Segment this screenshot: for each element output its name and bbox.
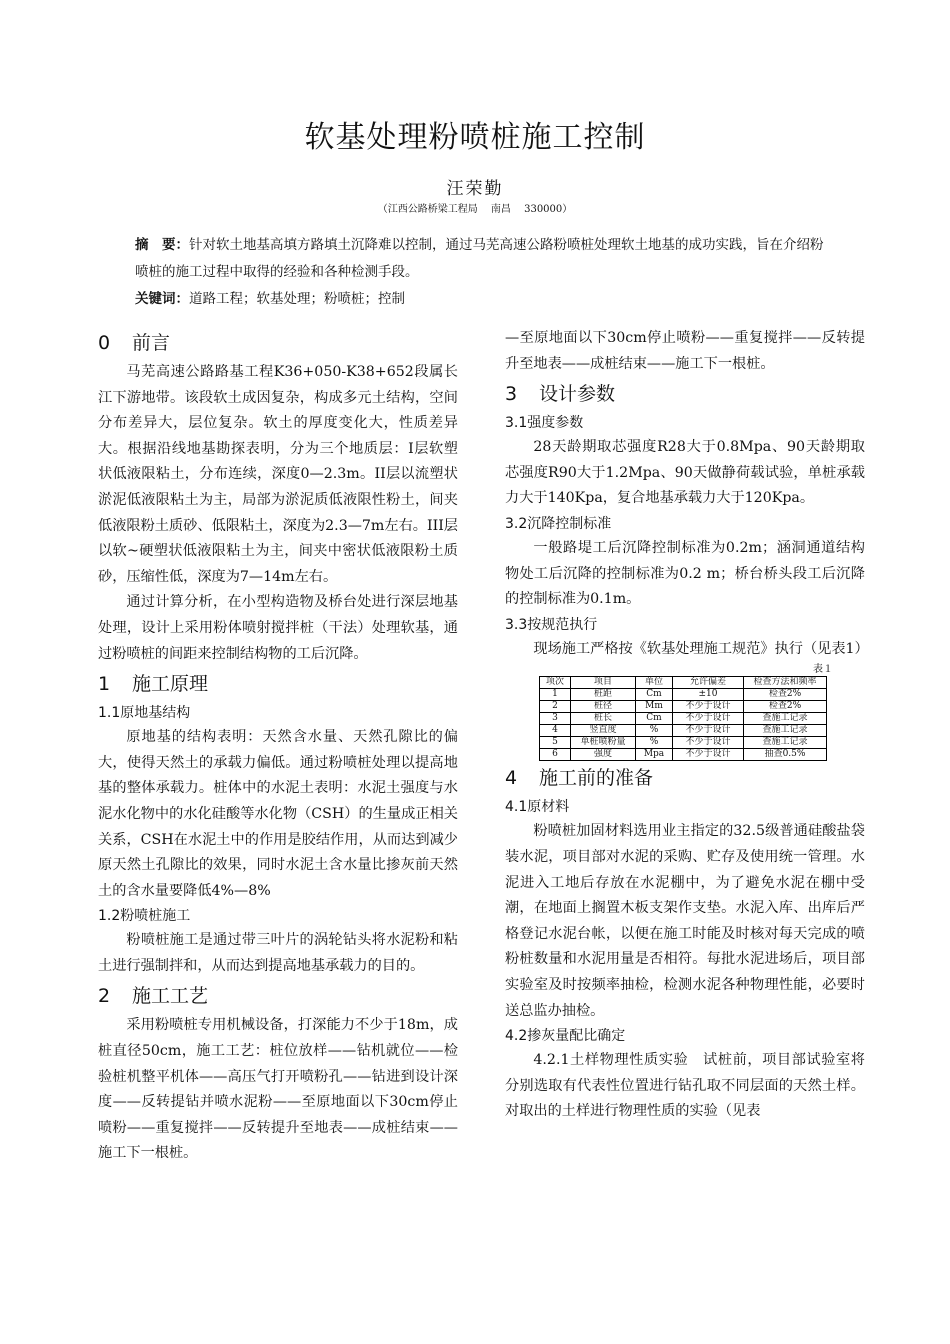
section-2-paragraph: 采用粉喷桩专用机械设备，打深能力不少于18m，成桩直径50cm，施工工艺：桩位放样——钻机就位——检验桩机整平机体——高压气打开喷粉孔——钻进到设计深度——反转提钻并喷水泥粉——至原地面以下30cm停止喷粉——重复搅拌——反转提升至地表——成桩结束——施工下一根桩。 xyxy=(98,1017,458,1162)
section-0-paragraph-2: 通过计算分析，在小型构造物及桥台处进行深层地基处理，设计上采用粉体喷射搅拌桩（干法）处理软基，通过粉喷桩的间距来控制结构物的工后沉降。 xyxy=(98,594,458,662)
section-2-paragraph-continued: —至原地面以下30cm停止喷粉——重复搅拌——反转提升至地表——成桩结束——施工下一根桩。 xyxy=(505,330,865,372)
table-header-cell: 检查方法和频率 xyxy=(744,677,827,689)
subsection-4-2-heading: 4.2掺灰量配比确定 xyxy=(505,1028,626,1045)
subsection-4-1-paragraph: 粉喷桩加固材料选用业主指定的32.5级普通硅酸盐袋装水泥，项目部对水泥的采购、贮存及使用统一管理。水泥进入工地后存放在水泥棚中，为了避免水泥在棚中受潮，在地面上搁置木板支架作支垫。水泥入库、出库后严格登记水泥台帐，以便在施工时能及时核对每天完成的喷粉桩数量和水泥用量是否相符。每批水泥进场后，项目部实验室及时按频率抽检，检测水泥各种物理性能，必要时送总监办抽检。 xyxy=(505,823,865,1019)
subsection-3-3-heading: 3.3按规范执行 xyxy=(505,616,598,633)
right-column xyxy=(505,326,869,1125)
table-row xyxy=(540,689,827,701)
keywords-text: 道路工程；软基处理；粉喷桩；控制 xyxy=(189,291,405,307)
table-cell: % xyxy=(636,725,673,737)
table-cell: 抽查0.5% xyxy=(744,749,827,761)
section-number: 3 xyxy=(505,383,518,406)
section-0-heading xyxy=(98,328,458,358)
table-1 xyxy=(505,664,865,761)
table-cell: 4 xyxy=(540,725,571,737)
table-cell: Mm xyxy=(636,701,673,713)
keywords xyxy=(135,286,835,313)
paper-title: 软基处理粉喷桩施工控制 xyxy=(304,120,646,155)
subsection-1-2-paragraph: 粉喷桩施工是通过带三叶片的涡轮钻头将水泥粉和粘土进行强制拌和，从而达到提高地基承载力的目的。 xyxy=(98,932,458,974)
table-cell: Cm xyxy=(636,713,673,725)
section-1-heading xyxy=(98,669,458,699)
keywords-label: 关键词： xyxy=(135,291,189,307)
table-header-cell: 项次 xyxy=(540,677,571,689)
table-row xyxy=(540,737,827,749)
section-4-heading xyxy=(505,763,865,793)
table-cell: 3 xyxy=(540,713,571,725)
table-cell: 桩长 xyxy=(571,713,636,725)
subsection-1-1-heading: 1.1原地基结构 xyxy=(98,705,191,722)
author-name: 汪荣勤 xyxy=(446,179,504,199)
table-header-row xyxy=(540,677,827,689)
subsection-3-2-paragraph: 一般路堤工后沉降控制标准为0.2m；涵洞通道结构物处工后沉降的控制标准为0.2 m；桥台桥头段工后沉降的控制标准为0.1m。 xyxy=(505,539,865,608)
section-3-heading xyxy=(505,379,865,409)
section-title: 前言 xyxy=(132,332,171,354)
spec-table xyxy=(539,676,827,761)
subsection-1-1-paragraph: 原地基的结构表明：天然含水量、天然孔隙比的偏大，使得天然土的承载力偏低。通过粉喷桩处理以提高地基的整体承载力。桩体中的水泥土表明：水泥土强度与水泥水化物中的水化硅酸等水化物（CSH）的生量成正相关关系，CSH在水泥土中的作用是胶结作用，从而达到减少原天然土孔隙比的效果，同时水泥土含水量比掺灰前天然土的含水量要降低4%—8% xyxy=(98,729,458,899)
table-header-cell: 允许偏差 xyxy=(673,677,744,689)
section-title: 施工工艺 xyxy=(132,985,209,1008)
abstract-text: 针对软土地基高填方路填土沉降难以控制，通过马芜高速公路粉喷桩处理软土地基的成功实践，旨在介绍粉喷桩的施工过程中取得的经验和各种检测手段。 xyxy=(135,237,824,280)
table-cell: 桩径 xyxy=(571,701,636,713)
table-cell: 不少于设计 xyxy=(673,749,744,761)
table-cell: ±10 xyxy=(673,689,744,701)
section-0-paragraph-1: 马芜高速公路路基工程K36+050-K38+652段属长江下游地带。该段软土成因复杂，构成多元土结构，空间分布差异大，层位复杂。软土的厚度变化大，性质差异大。根据沿线地基勘探表明，分为三个地质层：I层软塑状低液限粘土，分布连续，深度0—2.3m。II层以流塑状淤泥低液限粘土为主，局部为淤泥质低液限性粉土，间夹低液限粉土质砂、低限粘土，深度为2.3—7m左右。III层以软~硬塑状低液限粘土为主，间夹中密状低液限粉土质砂，压缩性低，深度为7—14m左右。 xyxy=(98,364,458,585)
section-number: 0 xyxy=(98,332,111,354)
table-row xyxy=(540,713,827,725)
table-row xyxy=(540,725,827,737)
subsection-4-2-paragraph: 4.2.1土样物理性质实验 试桩前，项目部试验室将分别选取有代表性位置进行钻孔取不同层面的天然土样。对取出的土样进行物理性质的实验（见表 xyxy=(505,1052,865,1120)
table-cell: 查施工记录 xyxy=(744,725,827,737)
table-header-cell: 单位 xyxy=(636,677,673,689)
section-title: 施工原理 xyxy=(132,673,209,696)
table-cell: 强度 xyxy=(571,749,636,761)
section-number: 2 xyxy=(98,985,111,1008)
abstract xyxy=(135,232,835,286)
subsection-3-1-heading: 3.1强度参数 xyxy=(505,415,584,432)
subsection-3-2-heading: 3.2沉降控制标准 xyxy=(505,515,612,532)
table-cell: 桩距 xyxy=(571,689,636,701)
table-cell: Mpa xyxy=(636,749,673,761)
abstract-label: 摘 要： xyxy=(135,237,189,253)
subsection-1-2-heading: 1.2粉喷桩施工 xyxy=(98,908,191,925)
table-cell: 不少于设计 xyxy=(673,701,744,713)
section-title: 设计参数 xyxy=(539,383,616,406)
table-cell: 6 xyxy=(540,749,571,761)
table-cell: 检查2% xyxy=(744,689,827,701)
subsection-3-1-paragraph: 28天龄期取芯强度R28大于0.8Mpa、90天龄期取芯强度R90大于1.2Mpa、90天做静荷载试验，单桩承载力大于140Kpa，复合地基承载力大于120Kpa。 xyxy=(505,439,865,507)
section-number: 1 xyxy=(98,673,111,696)
table-cell: 单桩喷粉量 xyxy=(571,737,636,749)
subsection-3-3-paragraph: 现场施工严格按《软基处理施工规范》执行（见表1） xyxy=(533,640,869,657)
section-title: 施工前的准备 xyxy=(539,767,654,790)
table-cell: 竖直度 xyxy=(571,725,636,737)
table-header-cell: 项目 xyxy=(571,677,636,689)
table-label: 表１ xyxy=(813,664,833,676)
table-cell: Cm xyxy=(636,689,673,701)
table-cell: 检查2% xyxy=(744,701,827,713)
table-cell: 5 xyxy=(540,737,571,749)
table-row xyxy=(540,701,827,713)
table-cell: 查施工记录 xyxy=(744,737,827,749)
table-cell: % xyxy=(636,737,673,749)
subsection-4-1-heading: 4.1原材料 xyxy=(505,799,570,816)
left-column xyxy=(98,326,458,1162)
table-cell: 查施工记录 xyxy=(744,713,827,725)
abstract-block xyxy=(135,232,835,313)
table-cell: 1 xyxy=(540,689,571,701)
table-cell: 2 xyxy=(540,701,571,713)
table-row xyxy=(540,749,827,761)
table-cell: 不少于设计 xyxy=(673,713,744,725)
table-cell: 不少于设计 xyxy=(673,737,744,749)
section-2-heading xyxy=(98,981,458,1011)
section-number: 4 xyxy=(505,767,518,790)
table-cell: 不少于设计 xyxy=(673,725,744,737)
author-affiliation: （江西公路桥梁工程局 南昌 330000） xyxy=(377,204,573,215)
